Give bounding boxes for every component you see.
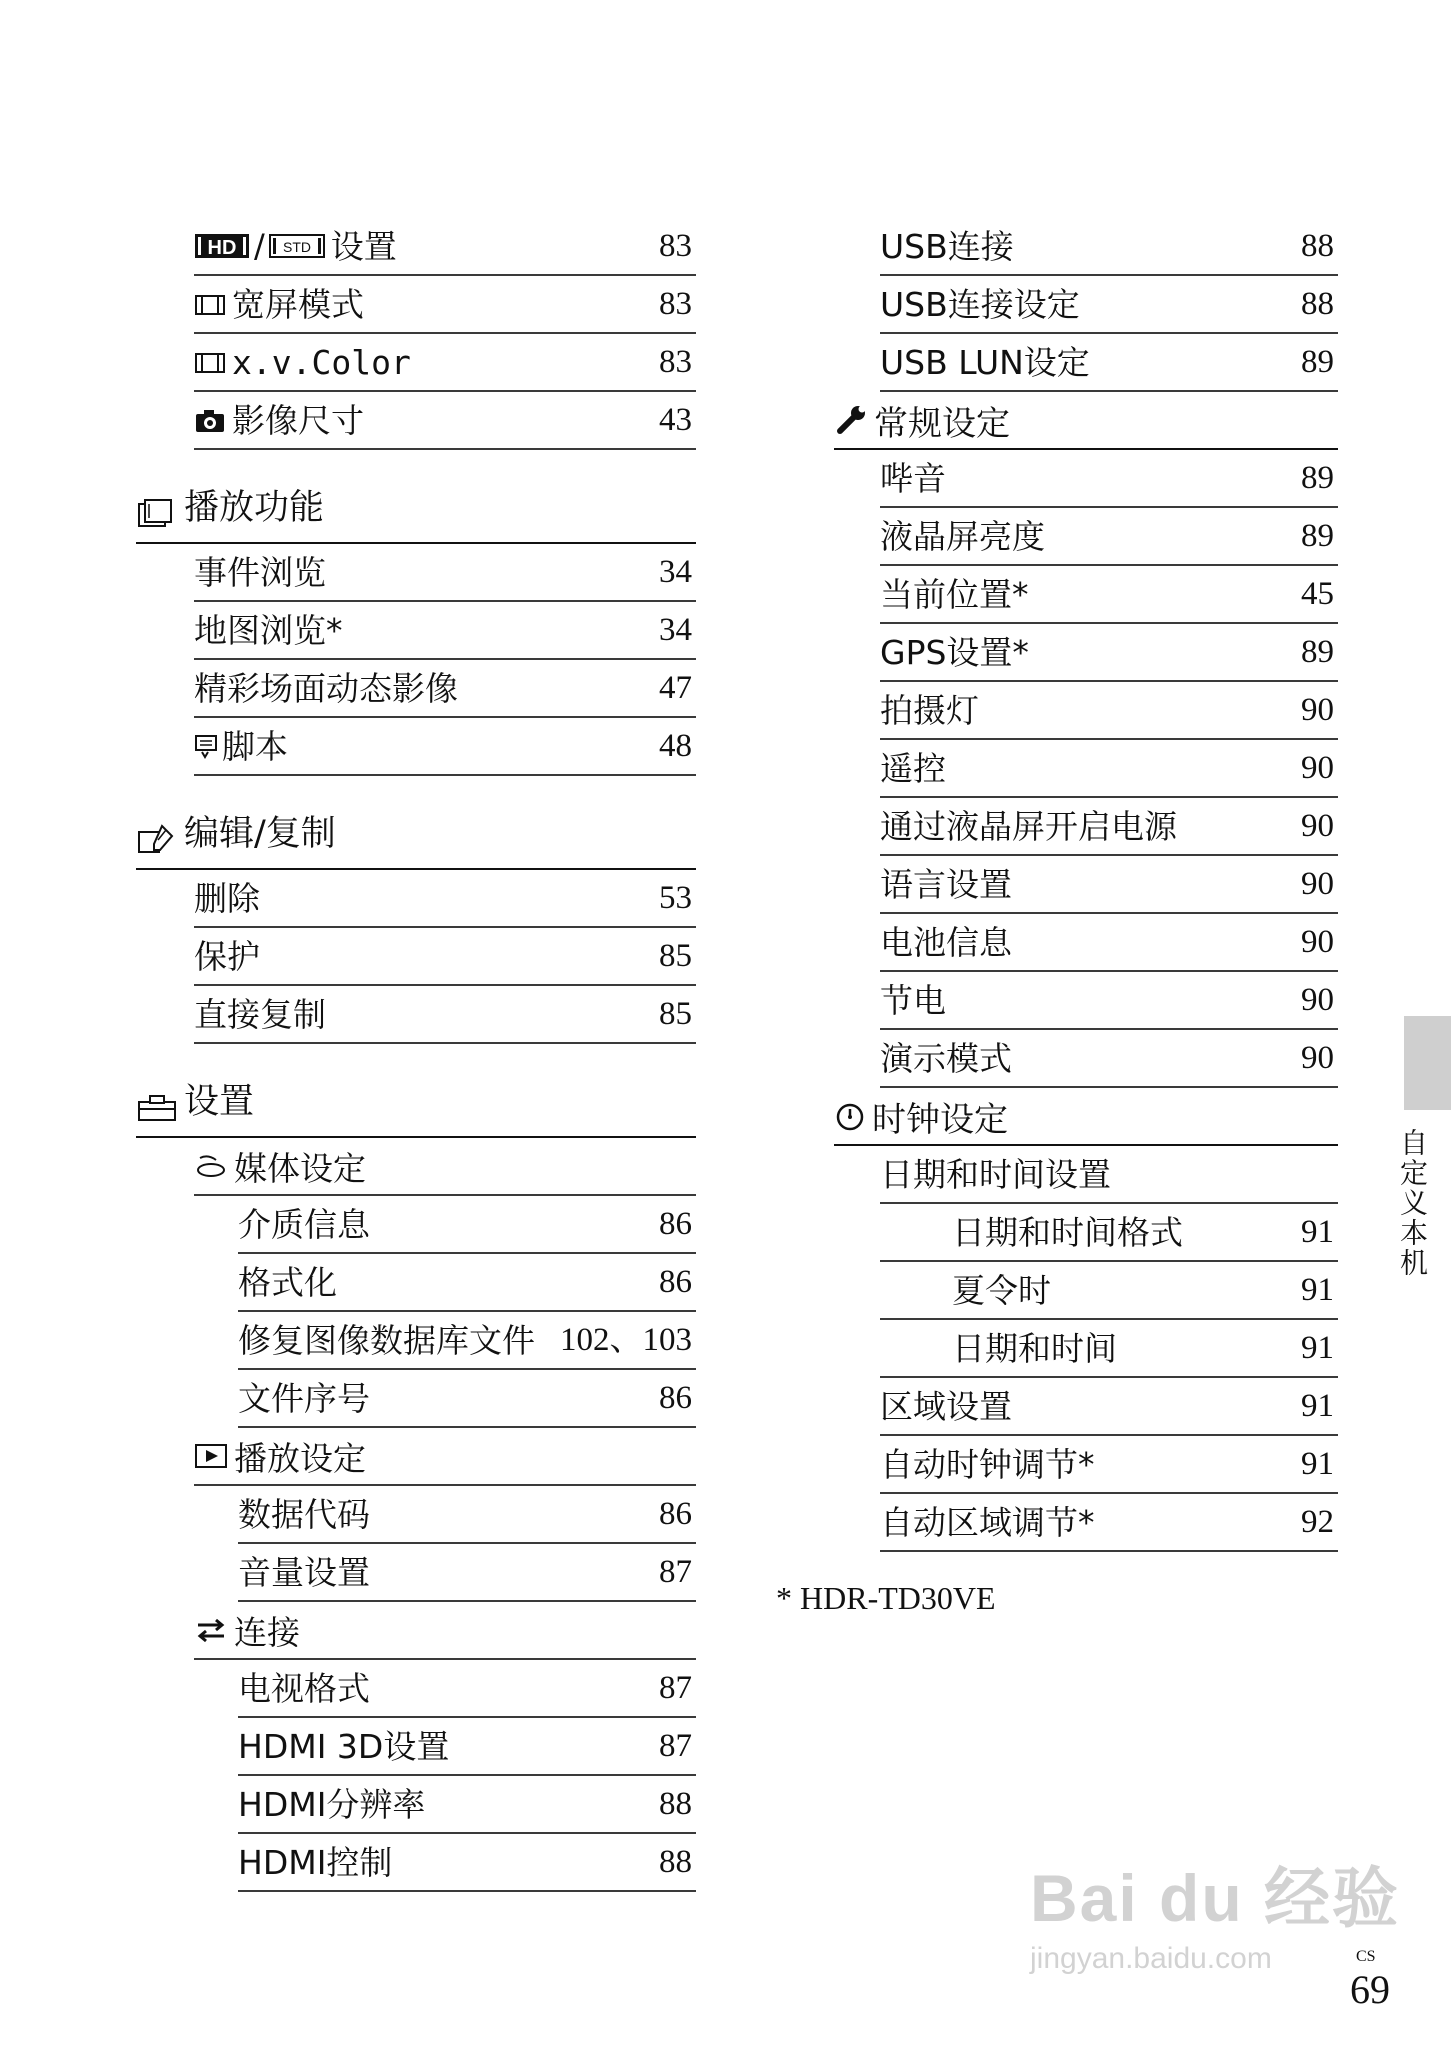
toc-page: 47 xyxy=(659,669,692,706)
toc-row[interactable] xyxy=(880,972,1338,1030)
toc-page: 88 xyxy=(1301,285,1334,322)
toc-label: 脚本 xyxy=(222,729,288,763)
section-title: 编辑/复制 xyxy=(184,814,336,854)
toc-row[interactable] xyxy=(194,986,696,1044)
toc-label: GPS设置* xyxy=(880,635,1029,669)
toc-page: 90 xyxy=(1301,807,1334,844)
section-general xyxy=(834,392,1338,450)
toc-page: 89 xyxy=(1301,343,1334,380)
toc-page: 34 xyxy=(659,611,692,648)
toc-page: 45 xyxy=(1301,575,1334,612)
side-label: 自定义本机 xyxy=(1396,1128,1429,1278)
toc-row[interactable] xyxy=(880,1494,1338,1552)
toc-label: 设置 xyxy=(330,229,397,263)
toc-row[interactable] xyxy=(880,1030,1338,1088)
toc-label: USB LUN设定 xyxy=(880,345,1090,379)
toc-row[interactable] xyxy=(880,218,1338,276)
section-title: 时钟设定 xyxy=(872,1099,1008,1140)
toc-row[interactable] xyxy=(880,624,1338,682)
subsection-title: 播放设定 xyxy=(234,1438,366,1478)
toc-page: 90 xyxy=(1301,865,1334,902)
toc-page: 91 xyxy=(1301,1329,1334,1366)
toc-label: 宽屏模式 xyxy=(232,287,364,321)
edit-copy-icon xyxy=(136,822,178,856)
scenario-icon xyxy=(194,732,220,760)
toc-row[interactable] xyxy=(238,1834,696,1892)
toolbox-icon xyxy=(136,1090,178,1124)
toc-page: 90 xyxy=(1301,923,1334,960)
toc-label: 自动时钟调节* xyxy=(880,1447,1095,1481)
toc-label: x.v.Color xyxy=(232,345,411,379)
toc-page: 89 xyxy=(1301,517,1334,554)
watermark-brand: Bai du 经验 xyxy=(1030,1861,1401,1935)
subsection-title: 媒体设定 xyxy=(234,1148,366,1188)
toc-row[interactable] xyxy=(238,1370,696,1428)
toc-row[interactable] xyxy=(880,914,1338,972)
toc-page: 83 xyxy=(659,285,692,322)
toc-label: 通过液晶屏开启电源 xyxy=(880,809,1177,843)
toc-label: 介质信息 xyxy=(238,1207,370,1241)
toc-label: 语言设置 xyxy=(880,867,1012,901)
toc-row[interactable] xyxy=(880,508,1338,566)
toc-label: 直接复制 xyxy=(194,997,326,1031)
right-column xyxy=(834,218,1338,1552)
camera-icon xyxy=(194,406,226,434)
wrench-icon xyxy=(834,405,868,435)
toc-page: 91 xyxy=(1301,1271,1334,1308)
toc-label: 电视格式 xyxy=(238,1671,370,1705)
toc-page: 88 xyxy=(659,1843,692,1880)
toc-label: 当前位置* xyxy=(880,577,1029,611)
toc-page: 34 xyxy=(659,553,692,590)
toc-page: 91 xyxy=(1301,1213,1334,1250)
toc-page: 90 xyxy=(1301,749,1334,786)
toc-row[interactable] xyxy=(238,1254,696,1312)
toc-row[interactable] xyxy=(238,1776,696,1834)
toc-page: 43 xyxy=(659,401,692,438)
toc-row[interactable] xyxy=(880,1320,1338,1378)
toc-label: 删除 xyxy=(194,881,260,915)
toc-page: 90 xyxy=(1301,981,1334,1018)
toc-row[interactable] xyxy=(238,1718,696,1776)
toc-row[interactable] xyxy=(880,1262,1338,1320)
toc-label: 夏令时 xyxy=(952,1273,1051,1307)
toc-page: 83 xyxy=(659,343,692,380)
film-icon xyxy=(194,290,226,318)
connection-icon xyxy=(194,1616,228,1644)
section-settings xyxy=(136,1074,696,1138)
toc-label: 液晶屏亮度 xyxy=(880,519,1045,553)
subsection-title: 连接 xyxy=(234,1612,300,1652)
toc-row[interactable] xyxy=(238,1312,696,1370)
toc-row[interactable] xyxy=(194,928,696,986)
toc-label: 修复图像数据库文件 xyxy=(238,1323,535,1357)
toc-label: USB连接设定 xyxy=(880,287,1080,321)
footnote: * HDR-TD30VE xyxy=(776,1580,996,1616)
toc-page: 86 xyxy=(659,1495,692,1532)
hd-icon-text: HD xyxy=(207,237,237,259)
toc-row[interactable] xyxy=(880,1204,1338,1262)
toc-page: 83 xyxy=(659,227,692,264)
toc-page: 89 xyxy=(1301,633,1334,670)
toc-label: 哔音 xyxy=(880,461,946,495)
side-tab[interactable] xyxy=(1404,1016,1451,1110)
toc-page: 89 xyxy=(1301,459,1334,496)
toc-row[interactable] xyxy=(194,660,696,718)
toc-label: HDMI分辨率 xyxy=(238,1787,426,1821)
toc-page: 87 xyxy=(659,1553,692,1590)
toc-label: 精彩场面动态影像 xyxy=(194,671,458,705)
section-title: 设置 xyxy=(184,1082,255,1122)
toc-row[interactable] xyxy=(880,682,1338,740)
toc-row[interactable] xyxy=(194,218,696,276)
toc-row[interactable] xyxy=(880,740,1338,798)
toc-row[interactable] xyxy=(238,1486,696,1544)
toc-row[interactable] xyxy=(194,544,696,602)
toc-label: HDMI控制 xyxy=(238,1845,393,1879)
toc-row[interactable] xyxy=(238,1196,696,1254)
toc-label: 自动区域调节* xyxy=(880,1505,1095,1539)
toc-row[interactable] xyxy=(880,566,1338,624)
toc-page: 91 xyxy=(1301,1387,1334,1424)
section-title: 播放功能 xyxy=(184,488,325,528)
section-playback xyxy=(136,480,696,544)
toc-page: 87 xyxy=(659,1669,692,1706)
toc-row[interactable] xyxy=(238,1660,696,1718)
toc-row[interactable] xyxy=(194,392,696,450)
toc-page: 48 xyxy=(659,727,692,764)
toc-label: USB连接 xyxy=(880,229,1014,263)
toc-page: 90 xyxy=(1301,1039,1334,1076)
toc-label: 拍摄灯 xyxy=(880,693,979,727)
toc-row[interactable] xyxy=(880,1146,1338,1204)
toc-row[interactable] xyxy=(880,276,1338,334)
toc-label: HDMI 3D设置 xyxy=(238,1729,450,1763)
toc-row[interactable] xyxy=(880,334,1338,392)
toc-row[interactable] xyxy=(880,856,1338,914)
clock-icon xyxy=(834,1100,866,1132)
hd-icon xyxy=(194,231,250,261)
toc-row[interactable] xyxy=(194,602,696,660)
page-lang: CS xyxy=(1356,1948,1376,1965)
toc-page: 90 xyxy=(1301,691,1334,728)
toc-page: 102、103 xyxy=(560,1321,692,1358)
toc-label: 数据代码 xyxy=(238,1497,370,1531)
watermark xyxy=(1030,1845,1400,1976)
toc-row[interactable] xyxy=(880,1378,1338,1436)
toc-row[interactable] xyxy=(194,870,696,928)
toc-label: 遥控 xyxy=(880,751,946,785)
toc-page: 92 xyxy=(1301,1503,1334,1540)
toc-label: 影像尺寸 xyxy=(232,403,364,437)
left-column xyxy=(136,218,696,1892)
toc-page: 86 xyxy=(659,1263,692,1300)
toc-label: 格式化 xyxy=(238,1265,337,1299)
icon-slash: / xyxy=(254,229,265,263)
media-icon xyxy=(194,1152,228,1180)
toc-page: 88 xyxy=(1301,227,1334,264)
section-edit xyxy=(136,806,696,870)
toc-label: 演示模式 xyxy=(880,1041,1012,1075)
toc-page: 86 xyxy=(659,1205,692,1242)
toc-label: 音量设置 xyxy=(238,1555,370,1589)
toc-row[interactable] xyxy=(880,450,1338,508)
toc-row[interactable] xyxy=(194,276,696,334)
toc-page: 87 xyxy=(659,1727,692,1764)
std-icon-text: STD xyxy=(282,239,311,255)
toc-page: 85 xyxy=(659,937,692,974)
toc-page: 85 xyxy=(659,995,692,1032)
subsection-media xyxy=(194,1138,696,1196)
section-title: 常规设定 xyxy=(874,403,1010,444)
film-icon xyxy=(194,348,226,376)
toc-page: 53 xyxy=(659,879,692,916)
toc-label: 地图浏览* xyxy=(194,613,343,647)
toc-label: 日期和时间设置 xyxy=(880,1157,1111,1191)
watermark-url: jingyan.baidu.com xyxy=(1030,1942,1272,1975)
toc-row[interactable] xyxy=(238,1544,696,1602)
toc-label: 节电 xyxy=(880,983,946,1017)
playback-icon xyxy=(136,496,178,530)
std-icon xyxy=(269,231,325,261)
page-number: 69 xyxy=(1350,1967,1390,2012)
toc-label: 电池信息 xyxy=(880,925,1012,959)
toc-page: 86 xyxy=(659,1379,692,1416)
toc-page: 88 xyxy=(659,1785,692,1822)
subsection-play-settings xyxy=(194,1428,696,1486)
toc-label: 事件浏览 xyxy=(194,555,326,589)
toc-row[interactable] xyxy=(194,334,696,392)
toc-row[interactable] xyxy=(880,1436,1338,1494)
toc-label: 保护 xyxy=(194,939,260,973)
play-icon xyxy=(194,1442,228,1470)
toc-row[interactable] xyxy=(880,798,1338,856)
toc-page: 91 xyxy=(1301,1445,1334,1482)
section-clock xyxy=(834,1088,1338,1146)
toc-label: 文件序号 xyxy=(238,1381,370,1415)
toc-row[interactable] xyxy=(194,718,696,776)
subsection-connection xyxy=(194,1602,696,1660)
toc-label: 区域设置 xyxy=(880,1389,1012,1423)
toc-label: 日期和时间 xyxy=(952,1331,1117,1365)
toc-label: 日期和时间格式 xyxy=(952,1215,1183,1249)
